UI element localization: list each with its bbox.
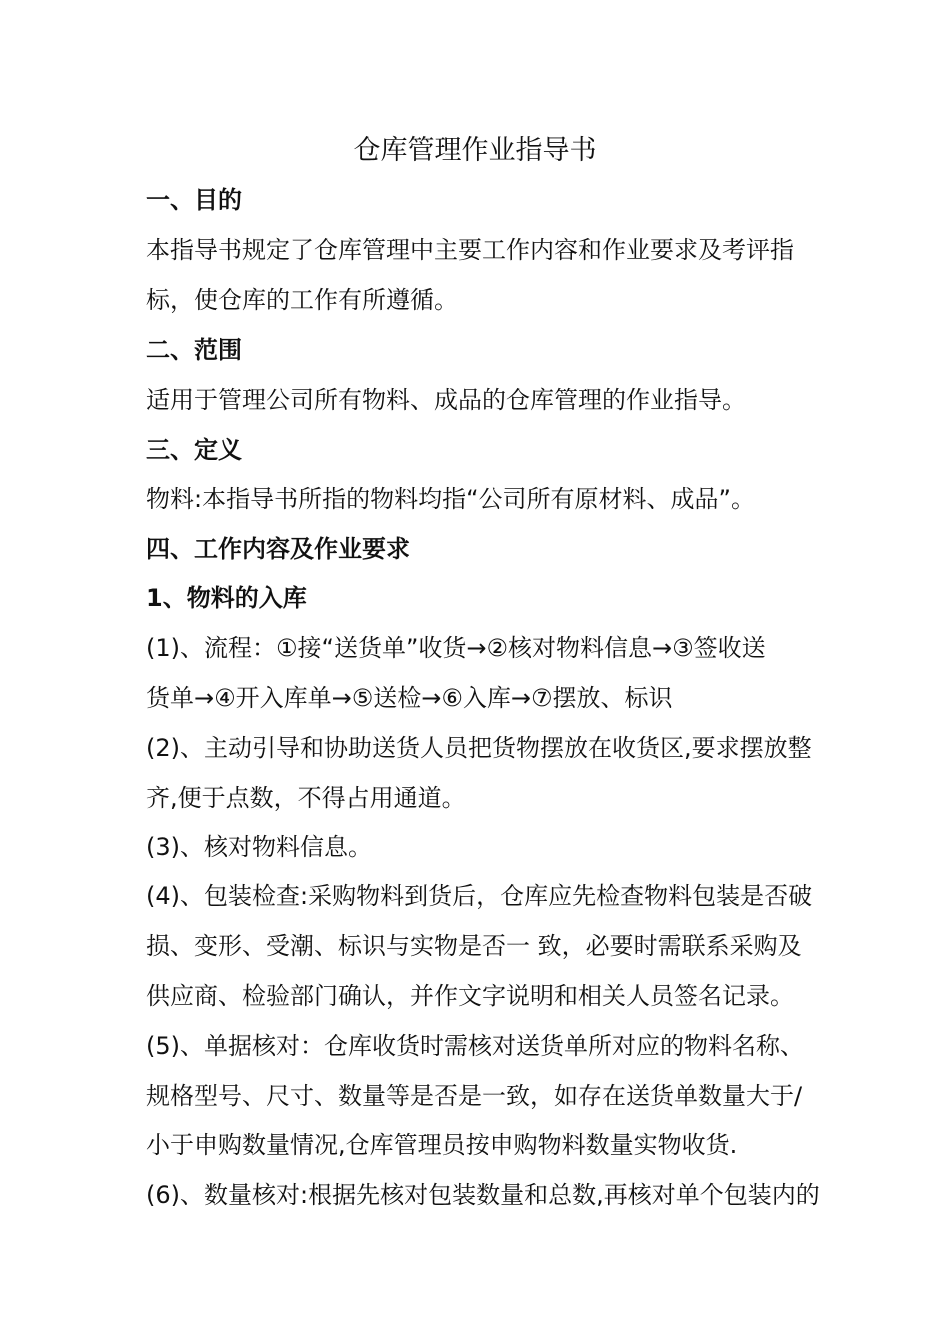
paragraph-line: 适用于管理公司所有物料、成品的仓库管理的作业指导。 bbox=[146, 386, 746, 414]
paragraph-line: (4)、包装检查:采购物料到货后，仓库应先检查物料包装是否破 bbox=[146, 882, 813, 910]
paragraph-line: 供应商、检验部门确认，并作文字说明和相关人员签名记录。 bbox=[146, 982, 794, 1010]
paragraph-line: (6)、数量核对:根据先核对包装数量和总数,再核对单个包装内的 bbox=[146, 1181, 820, 1209]
document-title: 仓库管理作业指导书 bbox=[353, 135, 597, 166]
paragraph-line: (5)、单据核对：仓库收货时需核对送货单所对应的物料名称、 bbox=[146, 1032, 804, 1060]
subsection-heading-inbound: 1、物料的入库 bbox=[146, 584, 307, 612]
paragraph-line: 规格型号、尺寸、数量等是否是一致，如存在送货单数量大于/ bbox=[146, 1082, 803, 1110]
paragraph-line: (1)、流程：①接“送货单”收货→②核对物料信息→③签收送 bbox=[146, 634, 766, 662]
paragraph-line: 本指导书规定了仓库管理中主要工作内容和作业要求及考评指 bbox=[146, 236, 794, 264]
paragraph-line: (2)、主动引导和协助送货人员把货物摆放在收货区,要求摆放整 bbox=[146, 734, 812, 762]
paragraph-line: 损、变形、受潮、标识与实物是否一 致，必要时需联系采购及 bbox=[146, 932, 802, 960]
section-heading-scope: 二、范围 bbox=[146, 336, 242, 364]
paragraph-line: 物料:本指导书所指的物料均指“公司所有原材料、成品”。 bbox=[146, 485, 755, 513]
paragraph-line: 货单→④开入库单→⑤送检→⑥入库→⑦摆放、标识 bbox=[146, 684, 673, 712]
paragraph-line: (3)、核对物料信息。 bbox=[146, 833, 372, 861]
section-heading-definition: 三、定义 bbox=[146, 436, 242, 464]
paragraph-line: 标，使仓库的工作有所遵循。 bbox=[146, 286, 458, 314]
section-heading-purpose: 一、目的 bbox=[146, 186, 242, 214]
section-heading-work-content: 四、工作内容及作业要求 bbox=[146, 535, 410, 563]
paragraph-line: 齐,便于点数，不得占用通道。 bbox=[146, 784, 466, 812]
paragraph-line: 小于申购数量情况,仓库管理员按申购物料数量实物收货. bbox=[146, 1131, 738, 1159]
